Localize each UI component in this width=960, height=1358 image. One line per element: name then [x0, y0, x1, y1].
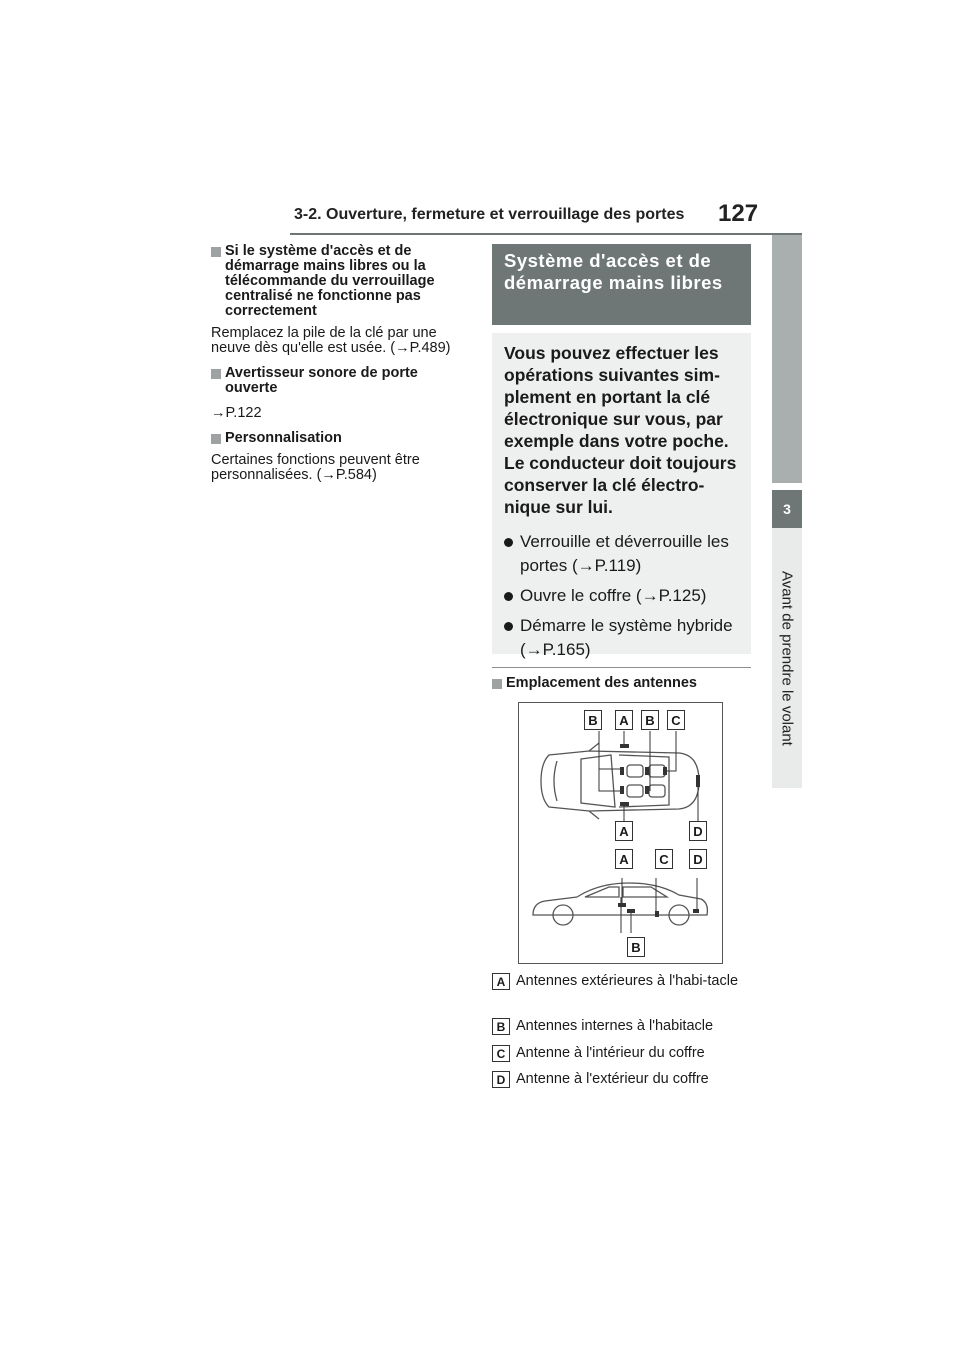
bullet-text: Verrouille et déverrouille les portes (→P.119) — [520, 532, 729, 575]
diagram-label: A — [615, 710, 633, 730]
system-intro: Vous pouvez effectuer les opérations suivantes sim-plement en portant la clé électronique sur vous, par exemple dans votre poche. Le conducteur doit toujours conserver la clé électro-nique sur lui. — [504, 343, 737, 517]
diagram-label: B — [584, 710, 602, 730]
bullet-item — [504, 530, 739, 578]
legend-item — [492, 1018, 751, 1035]
legend-item — [492, 1071, 751, 1088]
section-heading-text: Avertisseur sonore de porte ouverte — [225, 365, 418, 396]
legend-text: Antennes internes à l'habitacle — [516, 1018, 714, 1034]
legend-text: Antenne à l'intérieur du coffre — [516, 1045, 705, 1061]
legend-text: Antenne à l'extérieur du coffre — [516, 1071, 709, 1087]
square-bullet-icon — [211, 247, 221, 257]
diagram-label: B — [641, 710, 659, 730]
section-heading-1 — [211, 244, 471, 319]
legend-key: C — [492, 1045, 510, 1062]
legend-key: A — [492, 973, 510, 990]
bullet-item — [504, 614, 739, 662]
section-body-3: Certaines fonctions peuvent être personnalisées. (→P.584) — [211, 452, 420, 483]
legend-item — [492, 973, 751, 990]
square-bullet-icon — [211, 434, 221, 444]
diagram-label: A — [615, 821, 633, 841]
system-info-box — [492, 333, 751, 659]
left-column — [211, 244, 471, 483]
legend-text: Antennes extérieures à l'habi-tacle — [516, 973, 739, 989]
section-heading-3 — [211, 431, 471, 446]
section-heading-2 — [211, 366, 471, 396]
section-body-1: Remplacez la pile de la clé par une neuve dès qu'elle est usée. (→P.489) — [211, 325, 451, 356]
header-rule — [290, 233, 802, 235]
legend-item — [492, 1045, 751, 1062]
bullet-text: Ouvre le coffre (→P.125) — [520, 586, 707, 605]
legend-key: B — [492, 1018, 510, 1035]
chapter-number: 3 — [772, 490, 802, 528]
system-title: Système d'accès et de démarrage mains libres — [504, 250, 723, 293]
section-body-2: →P.122 — [211, 405, 262, 421]
diagram-label: D — [689, 821, 707, 841]
section-heading-text: Si le système d'accès et de démarrage mains libres ou la télécommande du verrouillage centralisé ne fonctionne pas correctement — [225, 243, 435, 319]
chapter-title: Avant de prendre le volant — [778, 570, 796, 746]
legend-key: D — [492, 1071, 510, 1088]
side-tab-upper — [772, 235, 802, 483]
bullet-dot-icon — [504, 622, 513, 631]
antenna-heading — [492, 676, 765, 691]
system-title-box — [492, 244, 751, 325]
diagram-label: D — [689, 849, 707, 869]
chapter-title-tab — [772, 528, 802, 788]
bullet-item — [504, 584, 739, 608]
bullet-dot-icon — [504, 592, 513, 601]
diagram-label: B — [627, 937, 645, 957]
diagram-label: C — [667, 710, 685, 730]
section-heading-text: Personnalisation — [225, 430, 342, 446]
square-bullet-icon — [492, 679, 502, 689]
page-number: 127 — [718, 200, 759, 227]
antenna-heading-text: Emplacement des antennes — [506, 675, 697, 691]
diagram-label: C — [655, 849, 673, 869]
square-bullet-icon — [211, 369, 221, 379]
bullet-text: Démarre le système hybride (→P.165) — [520, 616, 733, 659]
antenna-diagram — [518, 702, 723, 964]
diagram-label: A — [615, 849, 633, 869]
bullet-dot-icon — [504, 538, 513, 547]
separator-rule — [492, 667, 751, 668]
page-header-title: 3-2. Ouverture, fermeture et verrouillage des portes — [294, 206, 685, 223]
